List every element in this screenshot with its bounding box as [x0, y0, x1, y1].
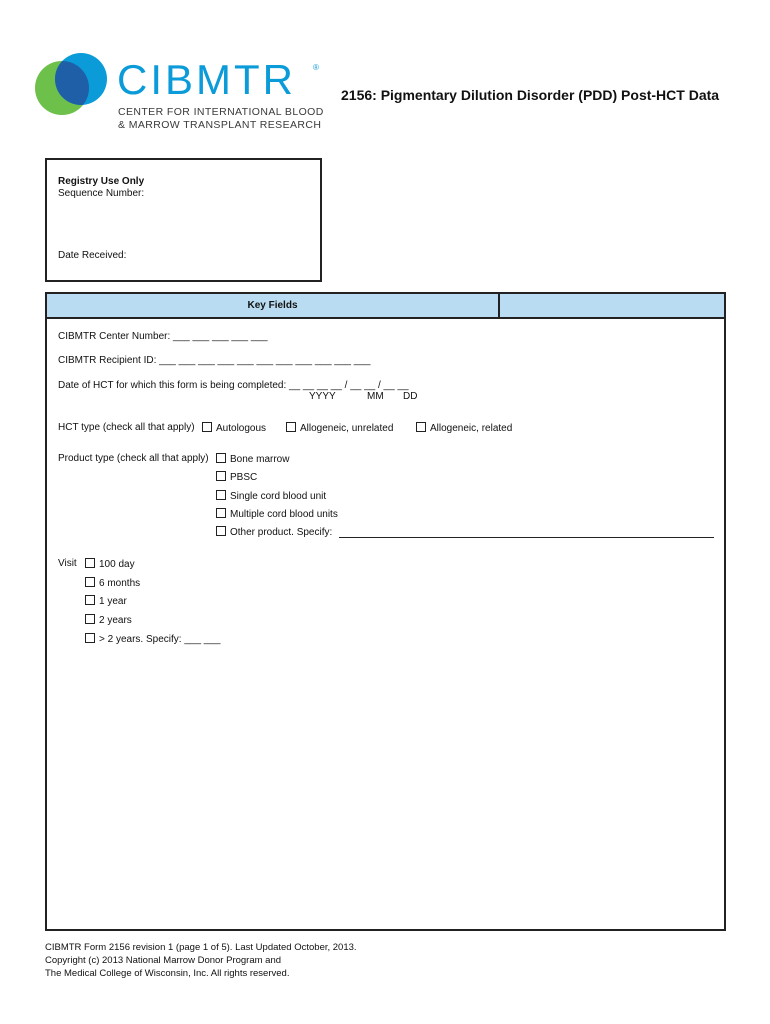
form-footer	[45, 941, 357, 980]
registry-heading: Registry Use Only	[58, 176, 145, 187]
footer-revision: CIBMTR Form 2156 revision 1 (page 1 of 5). Last Updated October, 2013.	[45, 942, 357, 953]
product-other: Other product. Specify:	[230, 527, 333, 538]
key-fields-header	[47, 294, 724, 319]
product-multiple-cord: Multiple cord blood units	[230, 509, 338, 520]
hct-type-allo-related: Allogeneic, related	[430, 423, 513, 434]
visit-specify-field[interactable]: ___ ___	[184, 634, 221, 645]
product-option[interactable]	[216, 508, 338, 521]
visit-option[interactable]	[85, 614, 132, 627]
hct-type-option[interactable]	[286, 422, 393, 435]
header-divider	[498, 294, 500, 317]
logo-subtitle	[118, 106, 324, 132]
checkbox-icon[interactable]	[286, 422, 296, 432]
visit-option[interactable]	[85, 595, 127, 608]
product-option[interactable]	[216, 471, 257, 484]
hct-type-allo-unrelated: Allogeneic, unrelated	[300, 423, 394, 434]
hct-date-label: Date of HCT for which this form is being completed:	[58, 380, 287, 391]
product-pbsc: PBSC	[230, 472, 258, 483]
checkbox-icon[interactable]	[216, 490, 226, 500]
logo-wordmark: CIBMTR	[117, 56, 296, 103]
other-product-specify-field[interactable]	[339, 537, 714, 538]
date-yyyy-hint: YYYY	[309, 391, 336, 402]
hct-date-field[interactable]: __ __ __ __ / __ __ / __ __	[289, 380, 409, 391]
registry-use-box	[45, 158, 322, 282]
checkbox-icon[interactable]	[216, 526, 226, 536]
form-title: 2156: Pigmentary Dilution Disorder (PDD) Post-HCT Data	[341, 87, 720, 103]
recipient-id-field[interactable]: ___ ___ ___ ___ ___ ___ ___ ___ ___ ___ ___	[159, 355, 371, 366]
hct-type-label: HCT type (check all that apply)	[58, 422, 195, 433]
visit-option[interactable]	[85, 577, 140, 590]
checkbox-icon[interactable]	[85, 614, 95, 624]
product-bone-marrow: Bone marrow	[230, 454, 290, 465]
checkbox-icon[interactable]	[216, 471, 226, 481]
recipient-id-row	[58, 355, 370, 367]
center-number-row	[58, 331, 268, 343]
date-received-label: Date Received:	[58, 250, 127, 261]
recipient-id-label: CIBMTR Recipient ID:	[58, 355, 157, 366]
product-option[interactable]	[216, 490, 326, 503]
center-number-label: CIBMTR Center Number:	[58, 331, 171, 342]
hct-date-row	[58, 380, 409, 392]
hct-type-autologous: Autologous	[216, 423, 267, 434]
sequence-number-label: Sequence Number:	[58, 188, 145, 199]
checkbox-icon[interactable]	[416, 422, 426, 432]
product-type-label: Product type (check all that apply)	[58, 453, 209, 464]
center-number-field[interactable]: ___ ___ ___ ___ ___	[173, 331, 268, 342]
footer-copyright: Copyright (c) 2013 National Marrow Donor Program and	[45, 955, 282, 966]
visit-option[interactable]	[85, 558, 135, 571]
visit-6-months: 6 months	[99, 578, 141, 589]
checkbox-icon[interactable]	[85, 558, 95, 568]
hct-type-option[interactable]	[202, 422, 266, 435]
date-mm-hint: MM	[367, 391, 384, 402]
logo-subtitle-line2: & MARROW TRANSPLANT RESEARCH	[118, 119, 322, 131]
footer-rights: The Medical College of Wisconsin, Inc. All rights reserved.	[45, 968, 290, 979]
visit-100-day: 100 day	[99, 559, 135, 570]
checkbox-icon[interactable]	[85, 577, 95, 587]
visit-over-2-years: > 2 years. Specify:	[99, 634, 182, 645]
logo-registered-mark: ®	[313, 63, 319, 72]
hct-type-option[interactable]	[416, 422, 512, 435]
visit-1-year: 1 year	[99, 596, 127, 607]
checkbox-icon[interactable]	[202, 422, 212, 432]
product-single-cord: Single cord blood unit	[230, 491, 327, 502]
checkbox-icon[interactable]	[85, 633, 95, 643]
visit-label: Visit	[58, 558, 77, 569]
checkbox-icon[interactable]	[85, 595, 95, 605]
visit-2-years: 2 years	[99, 615, 132, 626]
key-fields-section	[45, 292, 726, 931]
visit-option[interactable]	[85, 633, 220, 646]
cibmtr-logo-icon	[30, 53, 110, 115]
checkbox-icon[interactable]	[216, 453, 226, 463]
date-dd-hint: DD	[403, 391, 418, 402]
product-option[interactable]	[216, 453, 289, 466]
key-fields-title: Key Fields	[247, 300, 298, 311]
logo-subtitle-line1: CENTER FOR INTERNATIONAL BLOOD	[118, 106, 324, 118]
product-option[interactable]	[216, 526, 332, 539]
checkbox-icon[interactable]	[216, 508, 226, 518]
